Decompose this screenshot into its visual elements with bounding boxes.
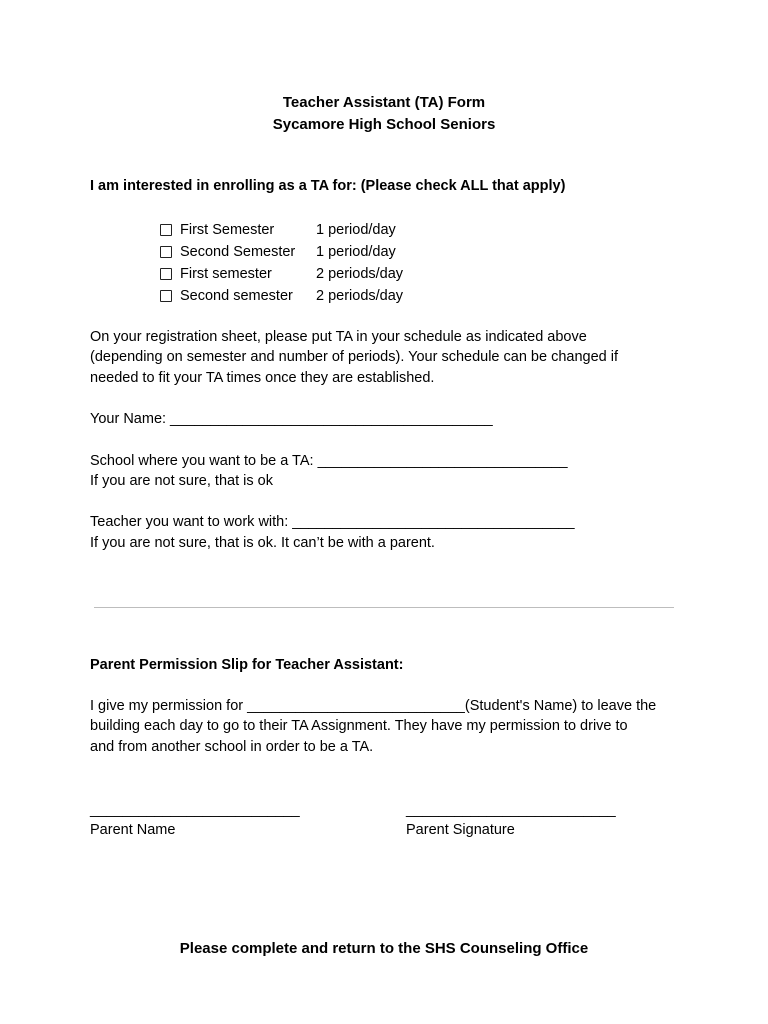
registration-text-line-3: needed to fit your TA times once they are established. [90,370,435,386]
checkbox-icon[interactable] [160,224,172,236]
interest-heading: I am interested in enrolling as a TA for: (Please check ALL that apply) [90,178,566,194]
option-periods-label: 1 period/day [316,244,396,260]
permission-heading: Parent Permission Slip for Teacher Assistant: [90,657,404,673]
school-note: If you are not sure, that is ok [90,473,273,489]
checkbox-icon[interactable] [160,290,172,302]
permission-text-line-2: building each day to go to their TA Assignment. They have my permission to drive to [90,718,628,734]
parent-name-line[interactable]: __________________________ [90,802,300,818]
option-first-semester-1-period[interactable] [160,220,396,240]
checkbox-icon[interactable] [160,268,172,280]
option-second-semester-1-period[interactable] [160,242,396,262]
option-semester-label: First semester [180,266,272,282]
parent-signature-label: Parent Signature [406,822,515,838]
form-title: Teacher Assistant (TA) Form [282,94,486,111]
permission-text-line-3: and from another school in order to be a TA. [90,739,374,755]
option-periods-label: 2 periods/day [316,266,404,282]
teacher-note: If you are not sure, that is ok. It can’t be with a parent. [90,535,435,551]
registration-text-line-1: On your registration sheet, please put TA in your schedule as indicated above [90,329,587,345]
option-semester-label: Second semester [180,288,293,304]
footer-instruction: Please complete and return to the SHS Counseling Office [179,940,589,957]
option-second-semester-2-periods[interactable] [160,286,403,306]
option-semester-label: First Semester [180,222,275,238]
permission-text-line-1[interactable]: I give my permission for ___________________________(Student's Name) to leave the [90,698,657,714]
teacher-field[interactable]: Teacher you want to work with: ___________________________________ [90,514,575,530]
school-field[interactable]: School where you want to be a TA: _______________________________ [90,453,568,469]
option-semester-label: Second Semester [180,244,296,260]
section-divider [94,607,674,608]
checkbox-icon[interactable] [160,246,172,258]
option-periods-label: 1 period/day [316,222,396,238]
your-name-field[interactable]: Your Name: ________________________________________ [90,411,493,427]
option-first-semester-2-periods[interactable] [160,264,403,284]
parent-name-label: Parent Name [90,822,176,838]
form-subtitle: Sycamore High School Seniors [272,116,496,133]
registration-text-line-2: (depending on semester and number of periods). Your schedule can be changed if [90,349,618,365]
parent-signature-line[interactable]: __________________________ [406,802,616,818]
option-periods-label: 2 periods/day [316,288,404,304]
